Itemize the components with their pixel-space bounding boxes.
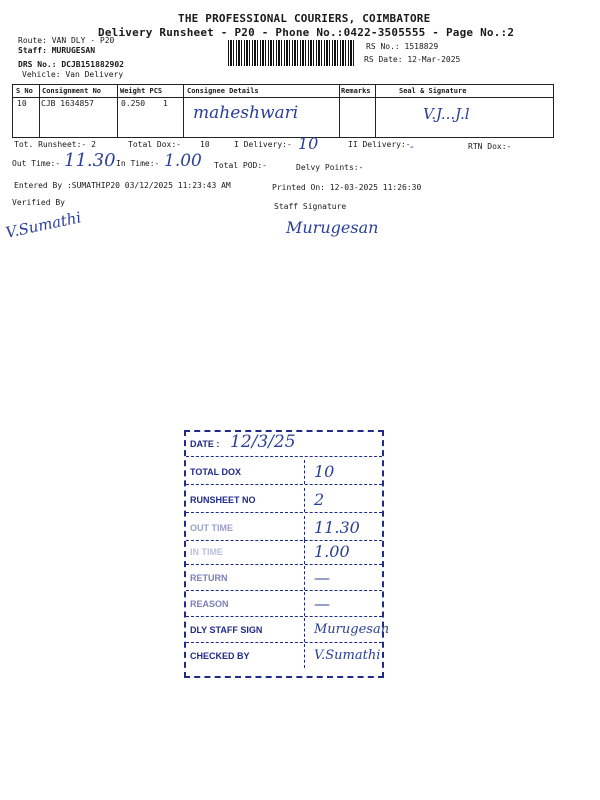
stamp-value-reason: — — [314, 594, 330, 613]
th-consignment: Consignment No — [42, 87, 102, 95]
stamp-value-out-time: 11.30 — [314, 518, 360, 537]
stamp-divider — [304, 540, 305, 564]
stamp-divider — [304, 618, 305, 642]
stamp-divider — [304, 592, 305, 616]
stamp-label-dly-staff-sign: DLY STAFF SIGN — [190, 625, 263, 635]
stamp-row — [186, 540, 382, 565]
stamp-date-row — [186, 432, 382, 457]
i-delivery-handwritten: 10 — [298, 134, 319, 153]
th-consignee: Consignee Details — [187, 87, 259, 95]
stamp-label-reason: REASON — [190, 599, 229, 609]
stamp-row — [186, 592, 382, 617]
out-time-handwritten: 11.30 — [64, 150, 116, 171]
total-pod-label: Total POD:- — [214, 161, 267, 170]
td-pcs: 1 — [163, 99, 168, 108]
rs-no-text: RS No.: 1518829 — [366, 42, 439, 51]
th-sno: S No — [16, 87, 33, 95]
th-remarks: Remarks — [341, 87, 371, 95]
td-signature-handwritten: V.J...J.l — [423, 105, 470, 123]
staff-text: Staff: MURUGESAN — [18, 46, 96, 55]
in-time-label: In Time:- — [116, 159, 160, 168]
stamp-label-return: RETURN — [190, 573, 228, 583]
in-time-handwritten: 1.00 — [164, 151, 202, 171]
out-time-label: Out Time:- — [12, 159, 61, 168]
vehicle-text: Vehicle: Van Delivery — [22, 70, 124, 79]
stamp-value-total-dox: 10 — [314, 462, 335, 481]
stamp-label-in-time: IN TIME — [190, 547, 223, 557]
stamp-value-in-time: 1.00 — [314, 542, 350, 561]
table-col-divider — [117, 85, 118, 137]
th-seal-signature: Seal & Signature — [399, 87, 467, 95]
table-col-divider — [183, 85, 184, 137]
td-sno: 10 — [17, 99, 27, 108]
rtn-dox-label: RTN Dox:- — [468, 142, 512, 151]
stamp-row — [186, 516, 382, 541]
stamp-divider — [304, 460, 305, 484]
stamp-divider — [304, 516, 305, 540]
stamp-label-total-dox: TOTAL DOX — [190, 467, 242, 477]
entered-by-text: Entered By :SUMATHIP20 03/12/2025 11:23:43 AM — [14, 181, 231, 190]
total-dox-value: 10 — [200, 140, 210, 149]
stamp-label-runsheet-no: RUNSHEET NO — [190, 495, 256, 505]
staff-signature-handwritten: Murugesan — [286, 218, 379, 237]
stamp-row — [186, 644, 382, 668]
i-delivery-label: I Delivery:- — [234, 140, 292, 149]
runsheet-stamp — [184, 430, 390, 678]
ii-delivery-handwritten: - — [410, 140, 414, 153]
tot-runsheet: Tot. Runsheet:- 2 — [14, 140, 96, 149]
stamp-label-out-time: OUT TIME — [190, 523, 233, 533]
route-text: Route: VAN DLY - P20 — [18, 36, 115, 45]
stamp-value-runsheet-no: 2 — [314, 490, 325, 509]
th-weight-pcs: Weight PCS — [120, 87, 163, 95]
total-dox-label: Total Dox:- — [128, 140, 181, 149]
printed-on-text: Printed On: 12-03-2025 11:26:30 — [272, 183, 422, 192]
table-col-divider — [375, 85, 376, 137]
stamp-row — [186, 460, 382, 485]
runsheet-title: Delivery Runsheet - P20 - Phone No.:0422-3505555 - Page No.:2 — [98, 26, 515, 39]
stamp-value-dly-staff-sign: Murugesan — [314, 622, 390, 637]
stamp-row — [186, 566, 382, 591]
stamp-divider — [304, 566, 305, 590]
stamp-divider — [304, 488, 305, 512]
stamp-divider — [304, 644, 305, 668]
table-header-divider — [13, 97, 553, 98]
ii-delivery-label: II Delivery:- — [348, 140, 411, 149]
stamp-value-checked-by: V.Sumathi — [314, 648, 381, 663]
table-col-divider — [39, 85, 40, 137]
stamp-row — [186, 618, 390, 643]
barcode — [228, 40, 356, 66]
rs-date-text: RS Date: 12-Mar-2025 — [364, 55, 461, 64]
staff-signature-label: Staff Signature — [274, 202, 347, 211]
consignment-table — [12, 84, 554, 138]
company-title: THE PROFESSIONAL COURIERS, COIMBATORE — [178, 12, 431, 25]
drs-no-text: DRS No.: DCJB151882902 — [18, 60, 124, 69]
stamp-row — [186, 488, 382, 513]
td-weight: 0.250 — [121, 99, 146, 108]
td-consignment: CJB 1634857 — [41, 99, 94, 108]
table-col-divider — [339, 85, 340, 137]
td-consignee-handwritten: maheshwari — [193, 103, 299, 123]
stamp-date-label: DATE : — [190, 439, 220, 449]
delvy-points-label: Delvy Points:- — [296, 163, 364, 172]
verified-by-label: Verified By — [12, 198, 65, 207]
stamp-label-checked-by: CHECKED BY — [190, 651, 250, 661]
stamp-date-handwritten: 12/3/25 — [230, 432, 296, 452]
verified-signature-handwritten: V.Sumathi — [4, 208, 83, 242]
stamp-value-return: — — [314, 568, 330, 587]
